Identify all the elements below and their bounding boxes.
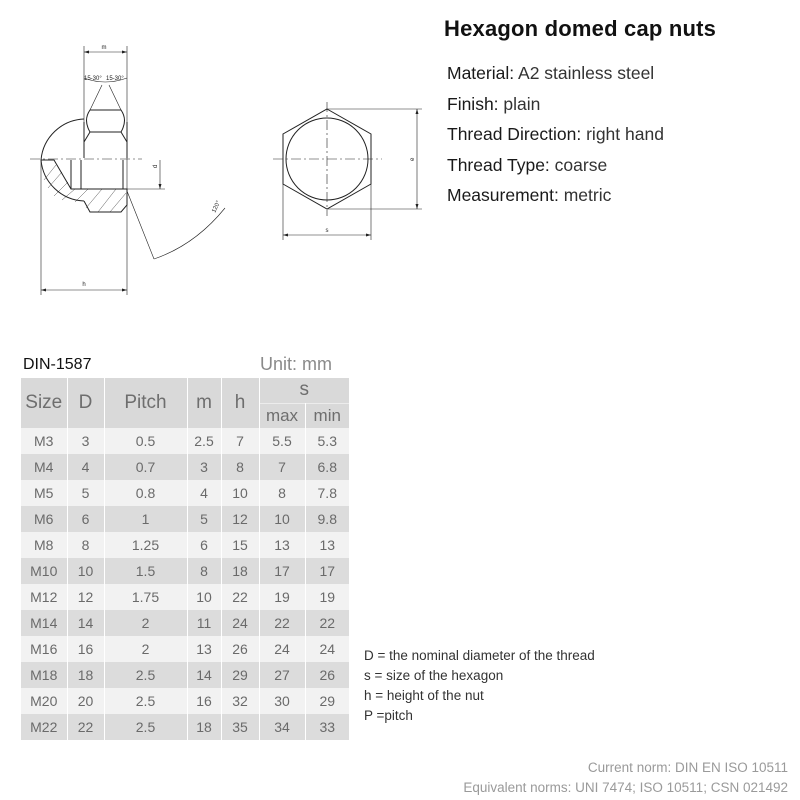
cell-d: 18 [67, 662, 104, 688]
cell-s-min: 5.3 [305, 428, 349, 454]
cell-size: M5 [21, 480, 67, 506]
svg-text:e: e [410, 157, 416, 161]
cell-m: 3 [187, 454, 221, 480]
cell-size: M8 [21, 532, 67, 558]
cell-size: M16 [21, 636, 67, 662]
cell-pitch: 1.25 [104, 532, 187, 558]
header-size: Size [21, 378, 67, 428]
spec-material [447, 63, 654, 84]
cell-m: 8 [187, 558, 221, 584]
top-view-drawing [260, 80, 440, 250]
svg-text:m: m [101, 45, 107, 51]
spec-value: metric [563, 185, 612, 205]
cell-size: M14 [21, 610, 67, 636]
spec-value: plain [503, 94, 541, 114]
cell-h: 12 [221, 506, 259, 532]
cell-h: 10 [221, 480, 259, 506]
cell-size: M3 [21, 428, 67, 454]
svg-text:15-30°: 15-30° [84, 76, 102, 82]
cell-pitch: 2 [104, 636, 187, 662]
cell-size: M22 [21, 714, 67, 740]
cell-m: 10 [187, 584, 221, 610]
cell-pitch: 1.75 [104, 584, 187, 610]
cell-s-max: 22 [259, 610, 305, 636]
table-row [21, 532, 349, 558]
cell-size: M12 [21, 584, 67, 610]
svg-text:h: h [82, 282, 86, 288]
cell-m: 5 [187, 506, 221, 532]
cell-s-max: 13 [259, 532, 305, 558]
header-h: h [221, 378, 259, 428]
current-norm: Current norm: DIN EN ISO 10511 [587, 760, 788, 775]
cell-pitch: 0.8 [104, 480, 187, 506]
dimensions-table [21, 378, 349, 740]
cell-s-min: 19 [305, 584, 349, 610]
equivalent-norms: Equivalent norms: UNI 7474; ISO 10511; CSN 021492 [463, 780, 788, 795]
spec-label: Measurement: [447, 185, 559, 205]
cell-pitch: 2.5 [104, 714, 187, 740]
cell-m: 4 [187, 480, 221, 506]
table-row [21, 428, 349, 454]
cell-s-max: 27 [259, 662, 305, 688]
cell-pitch: 0.7 [104, 454, 187, 480]
cell-s-min: 6.8 [305, 454, 349, 480]
cell-d: 8 [67, 532, 104, 558]
cell-s-min: 13 [305, 532, 349, 558]
spec-label: Thread Direction: [447, 124, 582, 144]
cell-s-min: 7.8 [305, 480, 349, 506]
header-s-min: min [305, 403, 349, 428]
cell-h: 35 [221, 714, 259, 740]
cell-d: 14 [67, 610, 104, 636]
cell-s-min: 9.8 [305, 506, 349, 532]
cell-d: 5 [67, 480, 104, 506]
cell-size: M18 [21, 662, 67, 688]
table-row [21, 584, 349, 610]
cell-size: M20 [21, 688, 67, 714]
header-s-max: max [259, 403, 305, 428]
spec-label: Finish: [447, 94, 499, 114]
header-d: D [67, 378, 104, 428]
cell-m: 13 [187, 636, 221, 662]
cell-s-max: 5.5 [259, 428, 305, 454]
cell-h: 18 [221, 558, 259, 584]
header-s: s [259, 378, 349, 403]
spec-measurement [447, 185, 611, 206]
table-row [21, 454, 349, 480]
table-row [21, 610, 349, 636]
cell-pitch: 0.5 [104, 428, 187, 454]
cell-d: 20 [67, 688, 104, 714]
header-m: m [187, 378, 221, 428]
cell-pitch: 2.5 [104, 662, 187, 688]
svg-text:s: s [325, 228, 329, 234]
spec-label: Material: [447, 63, 515, 83]
cell-pitch: 2 [104, 610, 187, 636]
cell-m: 6 [187, 532, 221, 558]
cell-s-min: 33 [305, 714, 349, 740]
cell-s-max: 7 [259, 454, 305, 480]
legend-p: P =pitch [364, 708, 413, 723]
cell-m: 2.5 [187, 428, 221, 454]
cell-size: M10 [21, 558, 67, 584]
cell-d: 6 [67, 506, 104, 532]
table-row [21, 714, 349, 740]
cell-s-max: 34 [259, 714, 305, 740]
cell-size: M6 [21, 506, 67, 532]
legend-s: s = size of the hexagon [364, 668, 504, 683]
cell-h: 22 [221, 584, 259, 610]
spec-value: right hand [586, 124, 664, 144]
cell-pitch: 1.5 [104, 558, 187, 584]
cell-d: 12 [67, 584, 104, 610]
cell-h: 7 [221, 428, 259, 454]
cell-s-max: 24 [259, 636, 305, 662]
svg-text:120°: 120° [211, 200, 223, 214]
cell-s-min: 26 [305, 662, 349, 688]
cell-s-max: 17 [259, 558, 305, 584]
cell-h: 29 [221, 662, 259, 688]
table-row [21, 662, 349, 688]
table-row [21, 558, 349, 584]
cell-s-max: 19 [259, 584, 305, 610]
spec-value: A2 stainless steel [518, 63, 655, 83]
header-pitch: Pitch [104, 378, 187, 428]
spec-thread-type [447, 155, 607, 176]
cell-d: 3 [67, 428, 104, 454]
table-row [21, 506, 349, 532]
spec-thread-direction [447, 124, 664, 145]
cell-s-min: 29 [305, 688, 349, 714]
cell-d: 10 [67, 558, 104, 584]
cell-pitch: 1 [104, 506, 187, 532]
cell-d: 4 [67, 454, 104, 480]
cell-s-max: 30 [259, 688, 305, 714]
cell-d: 16 [67, 636, 104, 662]
cell-m: 14 [187, 662, 221, 688]
cell-s-min: 17 [305, 558, 349, 584]
legend-h: h = height of the nut [364, 688, 484, 703]
cell-m: 16 [187, 688, 221, 714]
cell-s-max: 10 [259, 506, 305, 532]
svg-text:15-30°: 15-30° [106, 76, 124, 82]
product-title: Hexagon domed cap nuts [444, 16, 717, 41]
cell-s-max: 8 [259, 480, 305, 506]
cell-h: 32 [221, 688, 259, 714]
cell-s-min: 22 [305, 610, 349, 636]
cell-s-min: 24 [305, 636, 349, 662]
svg-text:d: d [153, 164, 159, 168]
cell-h: 24 [221, 610, 259, 636]
table-row [21, 688, 349, 714]
table-row [21, 480, 349, 506]
cell-size: M4 [21, 454, 67, 480]
cell-pitch: 2.5 [104, 688, 187, 714]
cell-m: 18 [187, 714, 221, 740]
spec-finish [447, 94, 540, 115]
table-title: DIN-1587 [23, 356, 92, 373]
cell-d: 22 [67, 714, 104, 740]
spec-value: coarse [554, 155, 608, 175]
unit-label: Unit: mm [260, 354, 332, 374]
table-row [21, 636, 349, 662]
side-view-drawing [20, 30, 250, 300]
spec-label: Thread Type: [447, 155, 550, 175]
cell-h: 26 [221, 636, 259, 662]
cell-h: 15 [221, 532, 259, 558]
cell-h: 8 [221, 454, 259, 480]
cell-m: 11 [187, 610, 221, 636]
legend-d: D = the nominal diameter of the thread [364, 648, 595, 663]
